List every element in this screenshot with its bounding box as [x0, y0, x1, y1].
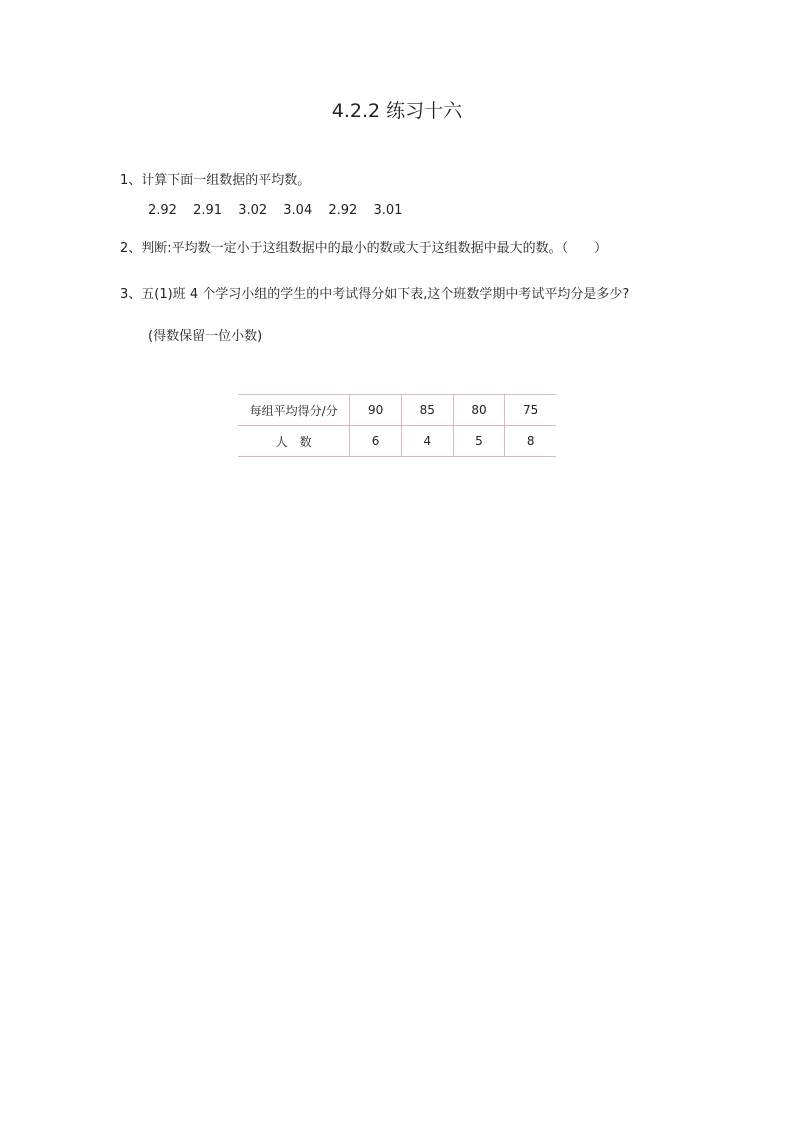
- table-cell: 80: [453, 395, 505, 426]
- number-6: 3.01: [373, 203, 403, 218]
- table-cell: 6: [350, 426, 402, 457]
- question-3-note: (得数保留一位小数): [148, 329, 263, 344]
- question-3: 3、五(1)班 4 个学习小组的学生的中考试得分如下表,这个班数学期中考试平均分是多少?: [120, 287, 630, 302]
- page-title: 4.2.2 练习十六: [331, 100, 463, 122]
- table-row: [238, 395, 556, 426]
- table-cell: 5: [453, 426, 505, 457]
- table-cell: 8: [505, 426, 556, 457]
- table-cell: 90: [350, 395, 402, 426]
- row-header: 人 数: [238, 426, 350, 457]
- number-5: 2.92: [328, 203, 358, 218]
- number-1: 2.92: [148, 203, 177, 218]
- table-cell: 4: [401, 426, 453, 457]
- table-cell: 85: [401, 395, 453, 426]
- row-header: 每组平均得分/分: [238, 395, 350, 426]
- number-2: 2.91: [193, 203, 223, 218]
- number-3: 3.02: [238, 203, 268, 218]
- table-cell: 75: [505, 395, 556, 426]
- number-4: 3.04: [283, 203, 313, 218]
- question-2: 2、判断:平均数一定小于这组数据中的最小的数或大于这组数据中最大的数。（ ）: [120, 241, 608, 256]
- question-1-numbers: [148, 203, 414, 218]
- question-1: 1、计算下面一组数据的平均数。: [120, 173, 311, 188]
- score-table: [238, 394, 556, 457]
- table-row: [238, 426, 556, 457]
